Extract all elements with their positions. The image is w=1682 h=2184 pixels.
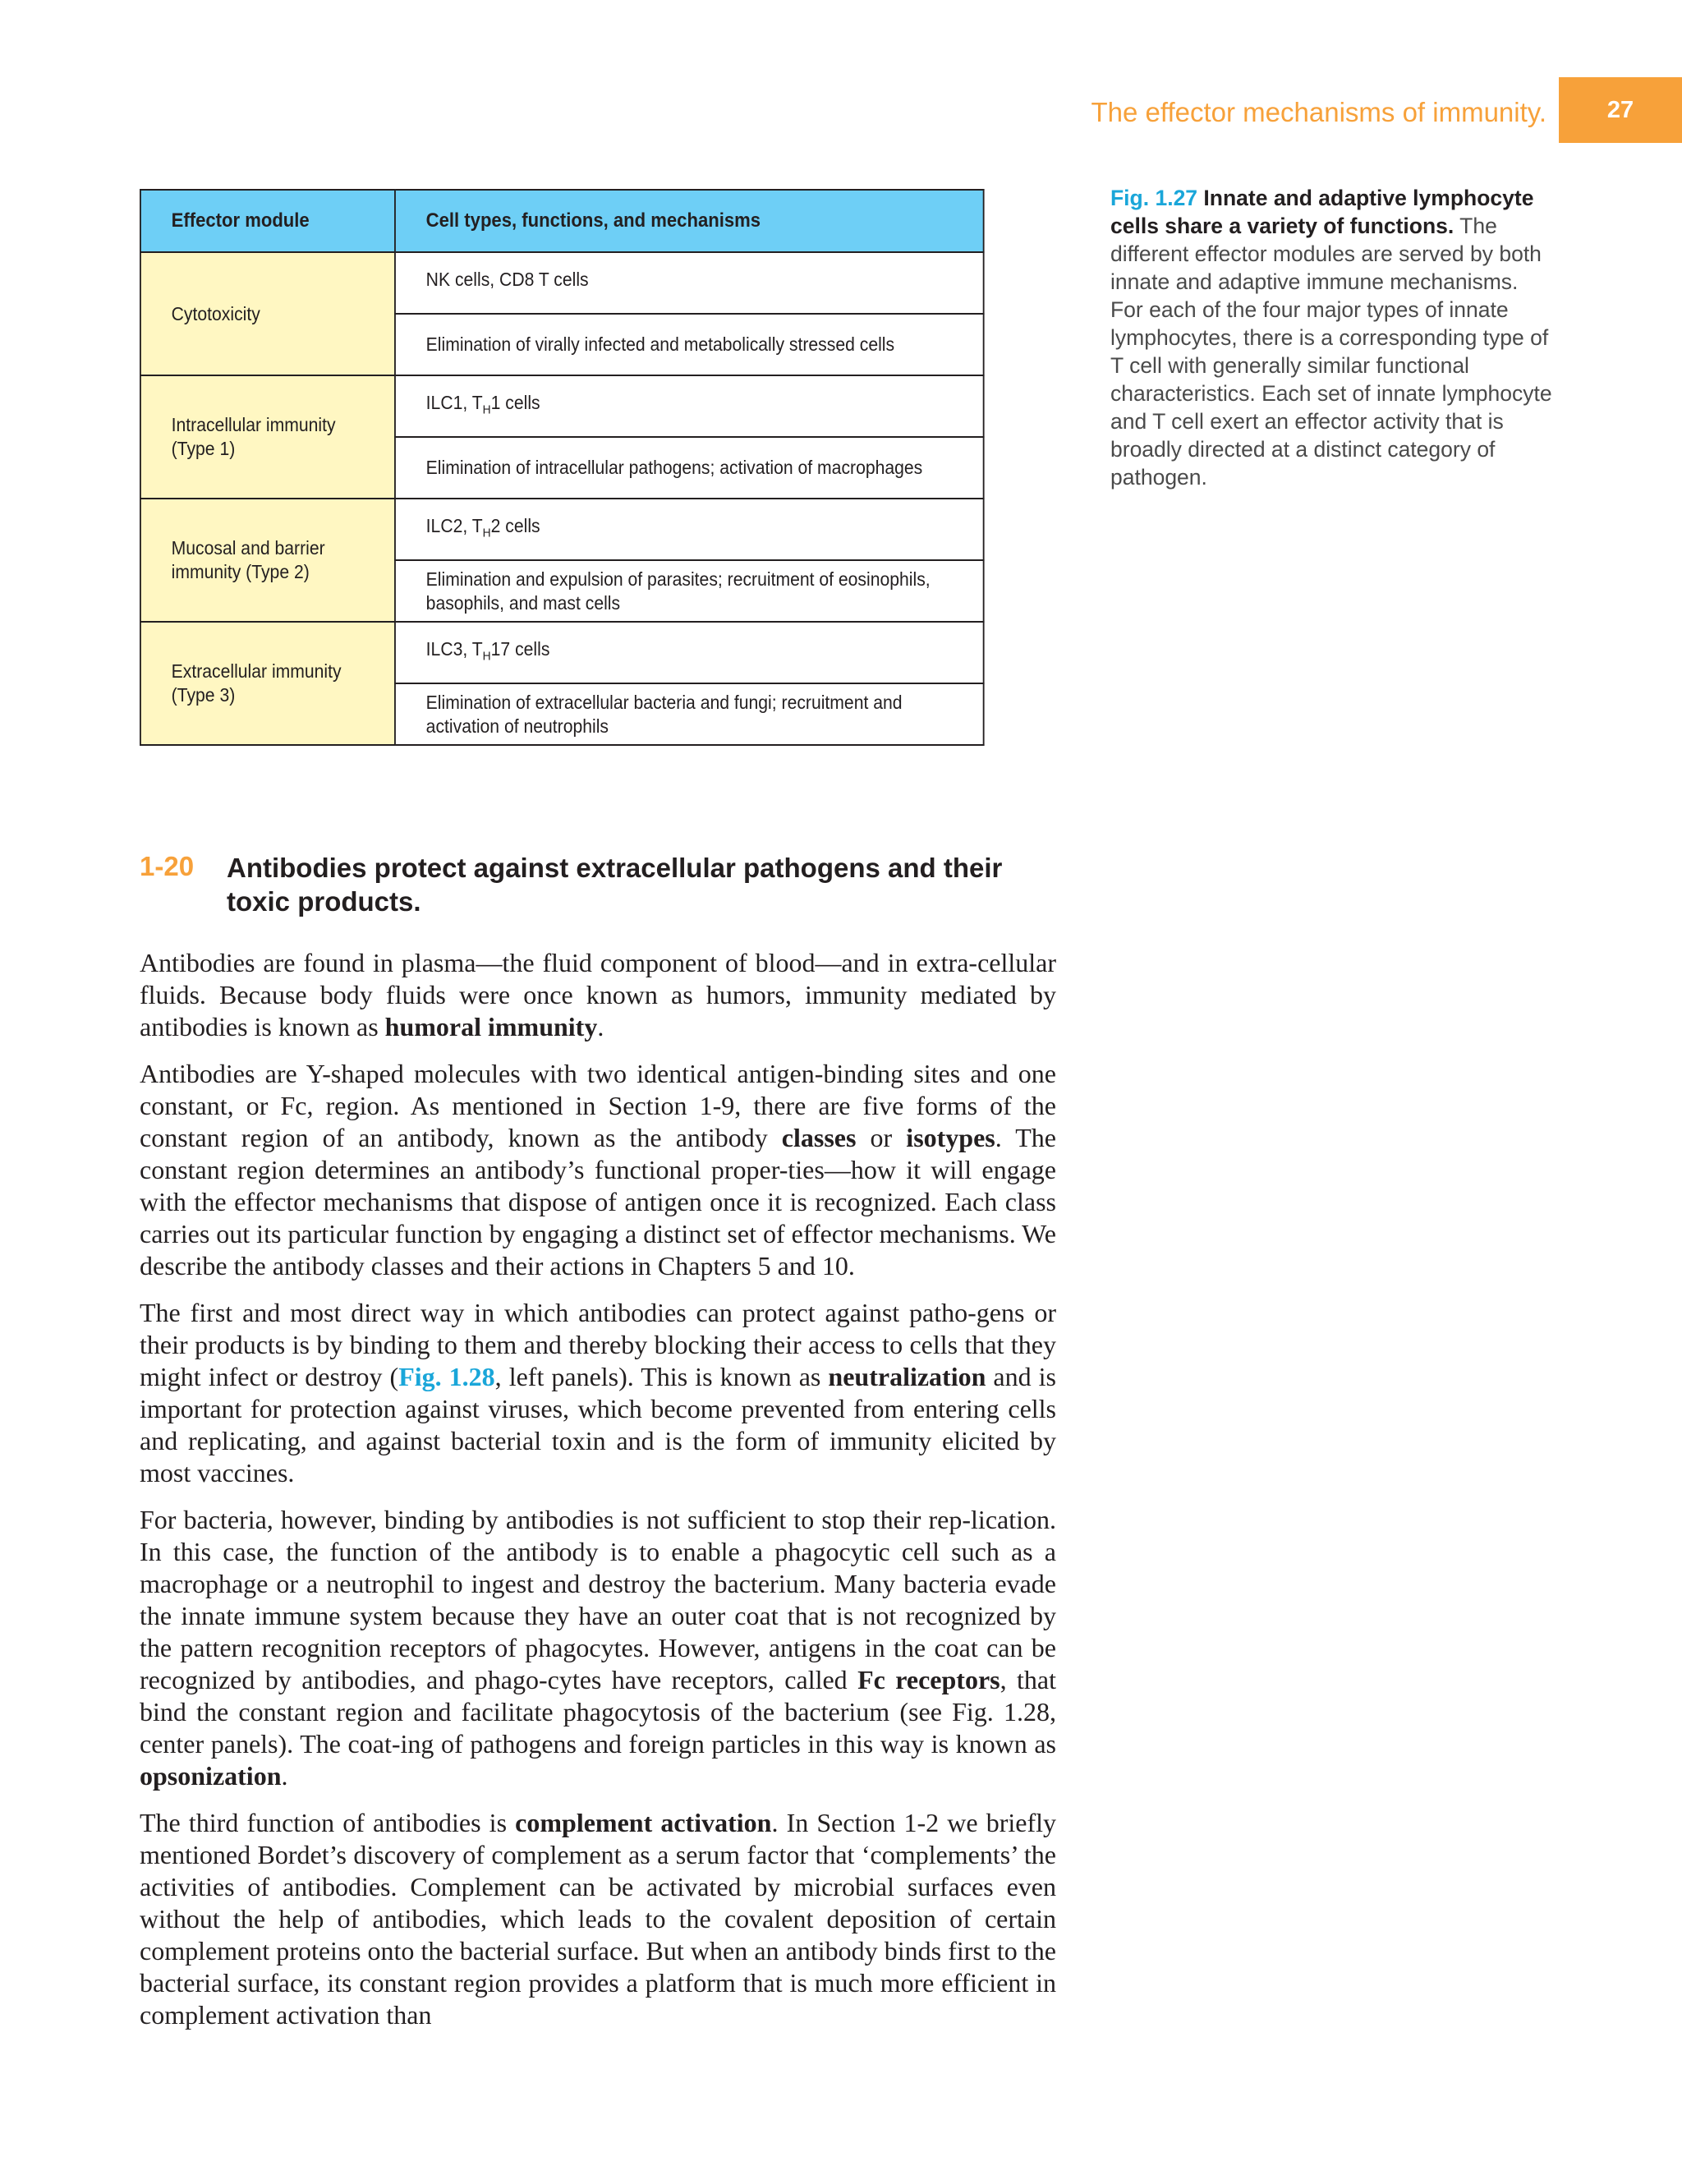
paragraph: Antibodies are found in plasma—the fluid component of blood—and in extra-cellular fluids. Because body fluids were once known as humors, immunity mediated by antibodies is known as humoral immunity. (140, 948, 1056, 1041)
section-title: Antibodies protect against extracellular pathogens and their toxic products. (227, 853, 1003, 917)
module-cell: Mucosal and barrier immunity (Type 2) (140, 499, 395, 622)
body-text (140, 947, 1056, 2046)
table-row (140, 622, 984, 683)
key-term: Fc receptors (857, 1665, 1000, 1694)
paragraph: For bacteria, however, binding by antibodies is not sufficient to stop their rep-lication. In this case, the function of the antibody is to enable a phagocytic cell such as a macrophage or a neutrophil to ingest and destroy the bacterium. Many bacteria evade the innate immune system because they have an outer coat that is not recognized by the pattern recognition receptors of phagocytes. However, antigens in the coat can be recognized by antibodies, and phago-cytes have receptors, called Fc receptors, that bind the constant region and facilitate phagocytosis of the bacterium (see Fig. 1.28, center panels). The coat-ing of pathogens and foreign particles in this way is known as opsonization. (140, 1505, 1057, 1791)
function-cell: Elimination of virally infected and metabolically stressed cells (395, 314, 984, 375)
key-term: opsonization (140, 1761, 282, 1791)
figure-link[interactable]: Fig. 1.28 (398, 1362, 495, 1391)
paragraph: The third function of antibodies is complement activation. In Section 1-2 we briefly mentioned Bordet’s discovery of complement as a serum factor that ‘complements’ the activities of antibodies. Complement can be activated by microbial surfaces even without the help of antibodies, which leads to the covalent deposition of certain complement proteins onto the bacterial surface. But when an antibody binds first to the bacterial surface, its constant region provides a platform that is much more efficient in complement activation than (140, 1808, 1057, 2030)
page-number: 27 (1559, 77, 1682, 143)
key-term: humoral immunity (384, 1012, 598, 1041)
figure-title: Innate and adaptive lymphocyte cells share a variety of functions. (1110, 186, 1534, 238)
figure-label: Fig. 1.27 (1110, 186, 1198, 210)
running-head: The effector mechanisms of immunity. (1091, 97, 1546, 127)
cell-types-cell: ILC1, $T_H1$ cells (395, 375, 984, 437)
figure-caption-text: The different effector modules are served by both innate and adaptive immune mechanisms. For each of the four major types of innate lymphocytes, there is a corresponding type of T cell with generally similar functional characteristics. Each set of innate lymphocyte and T cell exert an effector activity that is broadly directed at a distinct category of pathogen. (1110, 214, 1552, 490)
cell-types-cell: ILC3, $T_H17$ cells (395, 622, 984, 683)
paragraph: Antibodies are Y-shaped molecules with two identical antigen-binding sites and one constant, or Fc, region. As mentioned in Section 1-9, there are five forms of the constant region of an antibody, known as the antibody classes or isotypes. The constant region determines an antibody’s functional proper-ties—how it will engage with the effector mechanisms that dispose of antigen once it is recognized. Each class carries out its particular function by engaging a distinct set of effector mechanisms. We describe the antibody classes and their actions in Chapters 5 and 10. (140, 1059, 1057, 1281)
function-cell: Elimination and expulsion of parasites; recruitment of eosinophils, basophils, and mast cells (395, 560, 984, 622)
function-cell: Elimination of intracellular pathogens; activation of macrophages (395, 437, 984, 499)
effector-module-table (140, 189, 985, 746)
table-row (140, 499, 984, 560)
section-number: 1-20 (140, 851, 195, 881)
key-term: classes (781, 1123, 857, 1152)
cell-types-cell: NK cells, CD8 T cells (395, 252, 984, 314)
paragraph: The first and most direct way in which antibodies can protect against patho-gens or their products is by binding to them and thereby blocking their access to cells that they might infect or destroy (Fig. 1.28, left panels). This is known as neutralization and is important for protection against viruses, which become prevented from entering cells and replicating, and against bacterial toxin and is the form of immunity elicited by most vaccines. (140, 1298, 1057, 1487)
column-header-effector-module: Effector module (140, 190, 395, 252)
column-header-cell-types: Cell types, functions, and mechanisms (395, 190, 984, 252)
function-cell: Elimination of extracellular bacteria and fungi; recruitment and activation of neutrophils (395, 683, 984, 745)
key-term: complement activation (515, 1808, 772, 1837)
key-term: neutralization (828, 1362, 986, 1391)
module-cell: Cytotoxicity (140, 252, 395, 375)
module-cell: Extracellular immunity (Type 3) (140, 622, 395, 745)
module-cell: Intracellular immunity (Type 1) (140, 375, 395, 499)
table-header-row (140, 190, 984, 252)
figure-caption (1110, 184, 1554, 491)
table-row (140, 252, 984, 314)
cell-types-cell: ILC2, $T_H2$ cells (395, 499, 984, 560)
table-row (140, 375, 984, 437)
key-term: isotypes (906, 1123, 995, 1152)
